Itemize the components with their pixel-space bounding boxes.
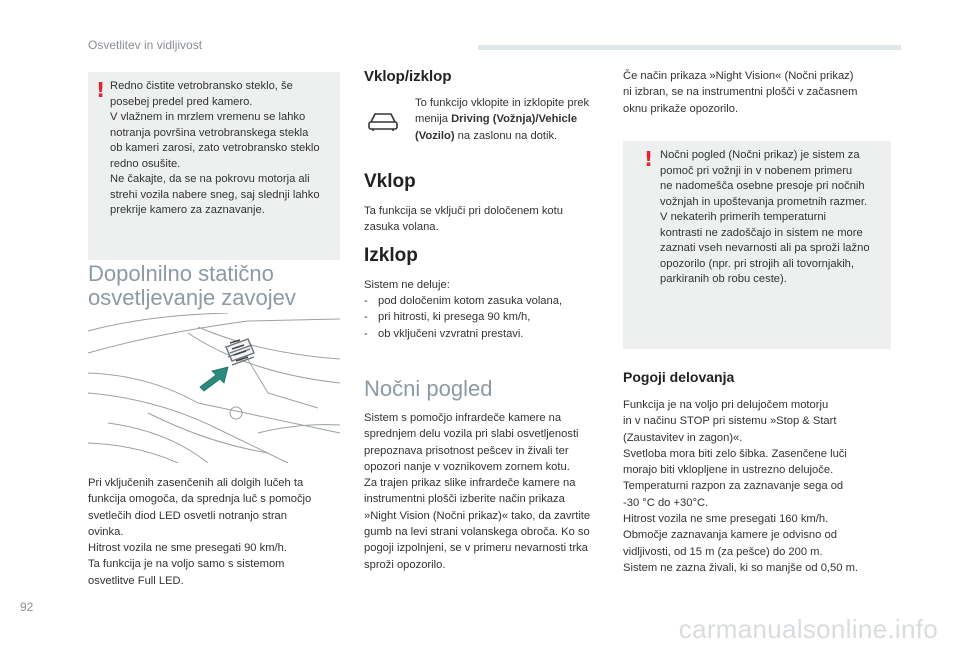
onoff-text-line-2 — [415, 111, 615, 127]
title-line-1: Dopolnilno statično — [88, 261, 274, 286]
menu-path-bold: Driving (Vožnja)/Vehicle — [451, 113, 578, 126]
off-list — [364, 293, 604, 342]
section-header: Osvetlitev in vidljivost — [88, 38, 203, 52]
exclamation-icon: ! — [96, 78, 106, 102]
list-item: - pod določenim kotom zasuka volana, — [364, 293, 604, 309]
headlight-drawing — [88, 313, 340, 463]
off-intro: Sistem ne deluje: — [364, 279, 450, 291]
onoff-text — [415, 95, 615, 144]
title-line-2: osvetljevanje zavojev — [88, 285, 296, 310]
cornering-lights-text: Pri vključenih zasenčenih ali dolgih lučeh ta funkcija omogoča, da sprednja luč s pomočjo svetlečih diod LED osvetli notranjo stran ovinka. Hitrost vozila ne sme presegati 90 km/h. Ta funkcija je na voljo samo s sistemom osvetlitve Full LED. — [88, 477, 312, 587]
warning-note-text: Nočni pogled (Nočni prikaz) je sistem za pomoč pri vožnji in v nobenem primeru ne nadomešča osebne presoje pri nočnih vožnjah in upoštevanja prometnih razmer. V nekaterih primerih temperaturni kontrasti ne zadoščajo in sistem ne more zaznati vseh nevarnosti ali pa sproži lažno opozorilo (npr. pri strojih ali tovornjakih, parkiranih ob robu ceste). — [660, 149, 870, 285]
warning-note-camera — [88, 72, 340, 260]
header-rule — [478, 45, 901, 50]
night-vision-intro: Če način prikaza »Night Vision« (Nočni prikaz) ni izbran, se na instrumentni plošči v začasnem oknu prikaže opozorilo. — [623, 70, 858, 115]
onoff-title: Vklop/izklop — [364, 68, 452, 85]
onoff-text-menu: menija — [415, 113, 452, 126]
list-item: - ob vključeni vzvratni prestavi. — [364, 326, 604, 342]
arrow-icon — [200, 367, 228, 391]
night-vision-text: Sistem s pomočjo infrardeče kamere na sprednjem delu vozila pri slabi osvetljenosti prepoznava prisotnost pešcev in živali ter opozori nanje v voznikovem zornem kotu. Za trajen prikaz slike infrardeče kamere na instrumentni plošči izberite način prikaza »Night Vision (Nočni prikaz)« tako, da zavrtite gumb na levi strani volanskega obroča. Ko so pogoji izpolnjeni, se v primeru nevarnosti trka sproži opozorilo. — [364, 412, 591, 571]
onoff-text-line-1: To funkcijo vklopite in izklopite prek — [415, 97, 590, 109]
menu-path-bold-2: (Vozilo) — [415, 129, 455, 142]
headlight-illustration — [88, 313, 340, 463]
car-menu-icon — [367, 110, 399, 137]
list-item: - pri hitrosti, ki presega 90 km/h, — [364, 309, 604, 325]
exclamation-icon: ! — [644, 147, 654, 171]
onoff-text-line-3 — [415, 128, 615, 144]
night-vision-title: Nočni pogled — [364, 376, 493, 401]
warning-note-night-vision — [623, 141, 891, 349]
conditions-text: Funkcija je na voljo pri delujočem motorju in v načinu STOP pri sistemu »Stop & Start (Zaustavitev in zagon)«. Svetloba mora biti zelo šibka. Zasenčene luči morajo biti vklopljene in ustrezno delujoče. Temperaturni razpon za zaznavanje sega od -30 °C do +30°C. Hitrost vozila ne sme presegati 160 km/h. Območje zaznavanja kamere je odvisno od vidljivosti, od 15 m (za pešce) do 200 m. Sistem ne zazna živali, ki so manjše od 0,50 m. — [623, 399, 859, 574]
on-title: Vklop — [364, 171, 416, 192]
title-cornering-lights — [88, 262, 348, 310]
onoff-text-end: na zaslonu na dotik. — [454, 129, 558, 142]
watermark: carmanualsonline.info — [678, 614, 938, 644]
page-number: 92 — [20, 600, 34, 614]
off-title: Izklop — [364, 245, 418, 266]
warning-note-text: Redno čistite vetrobransko steklo, še posebej predel pred kamero. V vlažnem in mrzlem vremenu se lahko notranja površina vetrobranskega stekla ob kameri zarosi, zato vetrobransko steklo redno osušite. Ne čakajte, da se na pokrovu motorja ali strehi vozila nabere sneg, saj slednji lahko prekrije kamero za zaznavanje. — [110, 80, 320, 216]
conditions-title: Pogoji delovanja — [623, 369, 735, 385]
on-text: Ta funkcija se vključi pri določenem kotu zasuka volana. — [364, 205, 563, 234]
